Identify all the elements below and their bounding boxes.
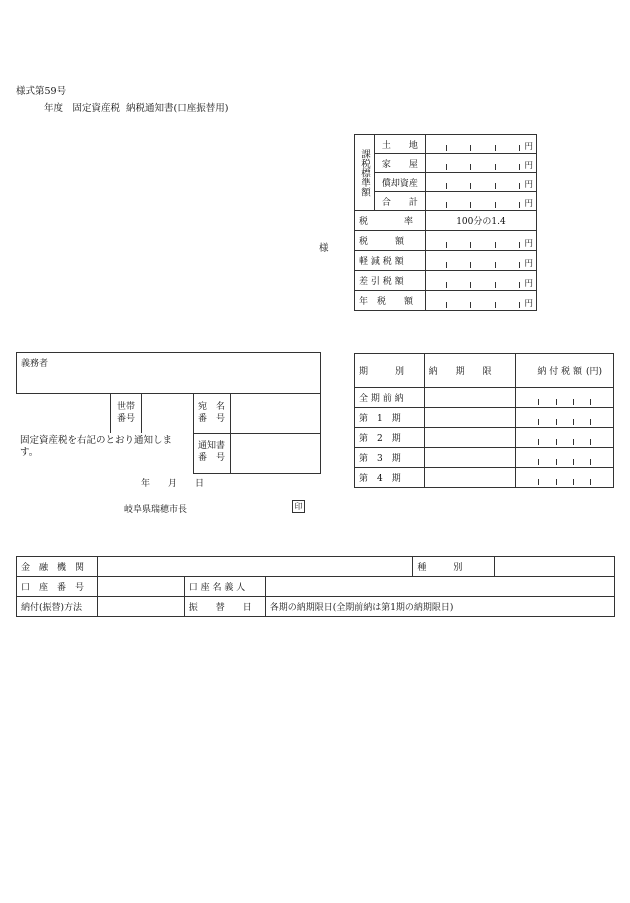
amount-cell — [516, 428, 614, 448]
mayor-name: 岐阜県瑞穂市長 — [124, 505, 188, 515]
deadline-cell — [424, 428, 516, 448]
period-row-label: 第 2 期 — [355, 428, 425, 448]
period-row-label: 第 4 期 — [355, 468, 425, 488]
payment-method-label: 納付(振替)方法 — [17, 597, 98, 617]
seal-stamp: 印 — [292, 500, 305, 513]
amount-cell — [516, 388, 614, 408]
amount-cell — [516, 448, 614, 468]
period-header: 期 別 — [355, 354, 425, 388]
deadline-header: 納 期 限 — [424, 354, 516, 388]
deduction-value: 円 — [425, 271, 536, 291]
obligor-label: 義務者 — [21, 359, 49, 369]
notice-number-label: 通知書 番 号 — [198, 441, 226, 463]
notice-date: 年 月 日 — [141, 479, 205, 489]
period-row-label: 全 期 前 納 — [355, 388, 425, 408]
house-amount: 円 — [425, 154, 536, 173]
amount-cell — [516, 408, 614, 428]
account-holder-label: 口 座 名 義 人 — [184, 577, 265, 597]
account-number-label: 口 座 番 号 — [17, 577, 98, 597]
land-amount: 円 — [425, 135, 536, 154]
institution-label: 金 融 機 関 — [17, 557, 98, 577]
deduction-label: 差 引 税 額 — [355, 271, 426, 291]
reduction-value: 円 — [425, 251, 536, 271]
depreciable-amount: 円 — [425, 173, 536, 192]
tax-table — [354, 134, 537, 311]
house-label: 家 屋 — [374, 154, 425, 173]
total-label: 合 計 — [374, 192, 425, 211]
account-type-value — [495, 557, 615, 577]
institution-value — [97, 557, 412, 577]
payment-method-value — [97, 597, 184, 617]
notice-text: 固定資産税を右記のとおり通知しま す。 — [20, 435, 173, 458]
tax-amount-value: 円 — [425, 231, 536, 251]
reduction-label: 軽 減 税 額 — [355, 251, 426, 271]
form-number: 様式第59号 — [16, 86, 67, 97]
period-row-label: 第 1 期 — [355, 408, 425, 428]
total-amount: 円 — [425, 192, 536, 211]
transfer-date-label: 振 替 日 — [184, 597, 265, 617]
tax-base-group-label: 課税標準額 — [355, 135, 375, 211]
amount-unit: (円) — [585, 367, 602, 377]
obligor-box — [16, 352, 321, 394]
account-holder-value — [265, 577, 614, 597]
amount-header: 納 付 税 額 (円) — [516, 354, 614, 388]
period-row-label: 第 3 期 — [355, 448, 425, 468]
amount-cell — [516, 468, 614, 488]
addressee-suffix: 様 — [319, 243, 329, 254]
land-label: 土 地 — [374, 135, 425, 154]
rate-label: 税 率 — [355, 211, 426, 231]
depreciable-label: 償却資産 — [374, 173, 425, 192]
transfer-date-value: 各期の納期限日(全期前納は第1期の納期限日) — [265, 597, 614, 617]
deadline-cell — [424, 468, 516, 488]
household-number-label: 世帯 番号 — [117, 402, 136, 424]
address-number-box — [193, 393, 321, 474]
annual-tax-value: 円 — [425, 291, 536, 311]
account-number-value — [97, 577, 184, 597]
form-title: 年度 固定資産税 納税通知書(口座振替用) — [44, 103, 229, 114]
tax-amount-label: 税 額 — [355, 231, 426, 251]
deadline-cell — [424, 388, 516, 408]
annual-tax-label: 年 税 額 — [355, 291, 426, 311]
deadline-cell — [424, 448, 516, 468]
account-type-label: 種 別 — [413, 557, 495, 577]
payment-schedule-table — [354, 353, 614, 488]
address-number-label: 宛 名 番 号 — [198, 402, 226, 424]
deadline-cell — [424, 408, 516, 428]
rate-value: 100分の1.4 — [425, 211, 536, 231]
bank-account-table — [16, 556, 615, 617]
